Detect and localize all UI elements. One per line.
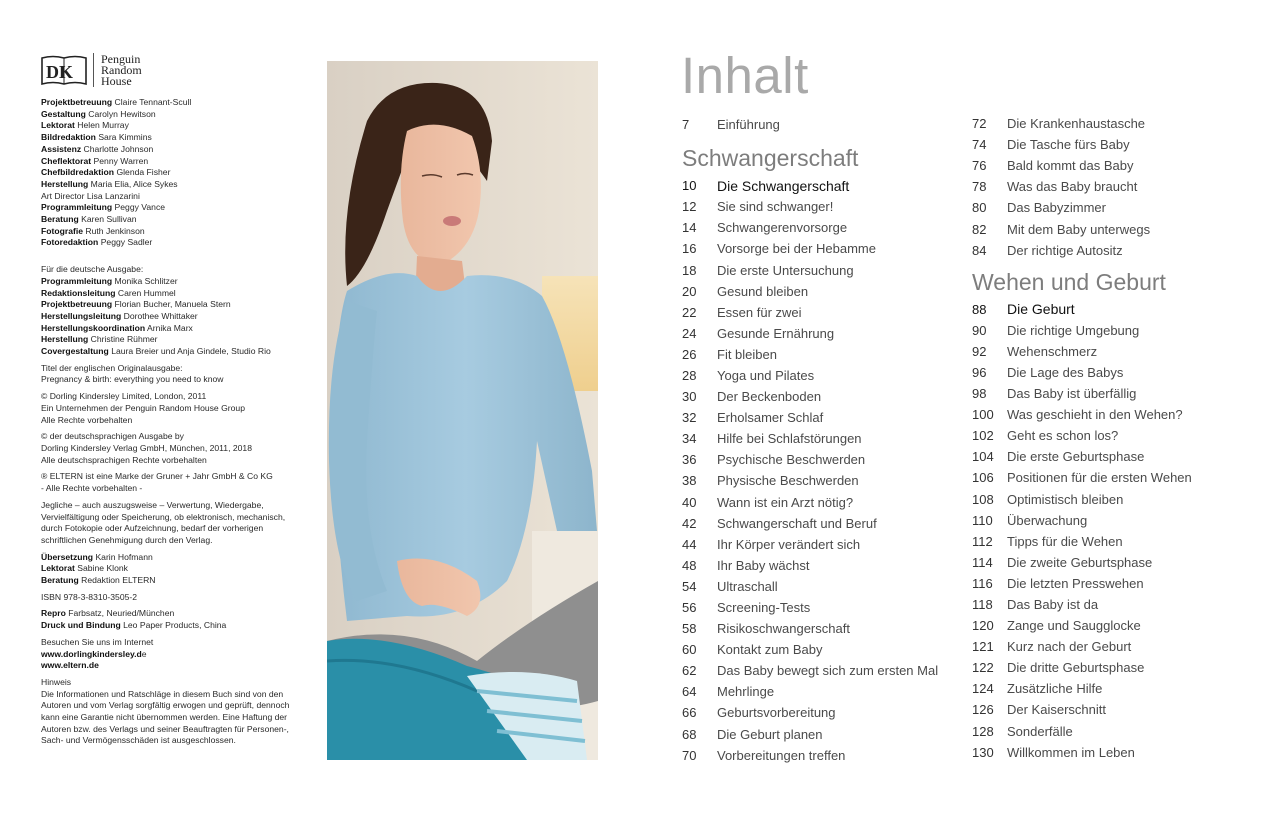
toc-page-number: 104 bbox=[972, 449, 994, 465]
toc-entry-title: Fit bleiben bbox=[717, 346, 777, 362]
toc-entry-title: Risikoschwangerschaft bbox=[717, 621, 850, 637]
credit-line bbox=[41, 120, 316, 132]
credit-line bbox=[41, 226, 316, 238]
toc-page-number: 76 bbox=[972, 158, 987, 174]
credit-role: Druck und Bindung bbox=[41, 620, 121, 631]
credit-name: Leo Paper Products, China bbox=[123, 620, 227, 631]
toc-entry[interactable] bbox=[972, 240, 1272, 261]
toc-page-number: 32 bbox=[682, 410, 697, 426]
toc-entry[interactable] bbox=[682, 302, 982, 323]
toc-page-number: 68 bbox=[682, 726, 697, 742]
credit-role: Herstellungskoordination bbox=[41, 322, 146, 333]
credit-name: Karin Hofmann bbox=[95, 551, 153, 562]
toc-page-number: 22 bbox=[682, 304, 697, 320]
pregnant-woman-meditating-photo bbox=[327, 61, 598, 760]
contents-title: Inhalt bbox=[681, 47, 809, 104]
credit-role: Lektorat bbox=[41, 563, 75, 574]
toc-page-number: 92 bbox=[972, 343, 987, 359]
toc-chapter-title: Die Geburt bbox=[1007, 301, 1075, 318]
toc-page-number: 100 bbox=[972, 407, 994, 423]
toc-entry-title: Das Baby ist da bbox=[1007, 597, 1099, 613]
credit-line bbox=[41, 156, 316, 168]
toc-entry-title: Vorbereitungen treffen bbox=[717, 747, 846, 763]
toc-chapter-birth[interactable] bbox=[972, 299, 1272, 320]
publisher-logo bbox=[41, 52, 142, 88]
credit-line bbox=[41, 288, 316, 300]
wordmark-line: Random bbox=[101, 62, 142, 77]
toc-entry-title: Gesund bleiben bbox=[717, 283, 809, 299]
toc-entry-title: Screening-Tests bbox=[717, 600, 811, 616]
credit-role: Assistenz bbox=[41, 143, 82, 154]
credit-line bbox=[41, 334, 316, 346]
toc-entry[interactable] bbox=[972, 531, 1272, 552]
toc-page-number: 90 bbox=[972, 322, 987, 338]
toc-entry-title: Die Lage des Babys bbox=[1007, 364, 1124, 380]
toc-entry[interactable] bbox=[682, 724, 982, 745]
toc-page-number: 82 bbox=[972, 221, 987, 237]
penguin-random-house-wordmark bbox=[101, 51, 142, 88]
toc-entry[interactable] bbox=[972, 113, 1272, 134]
credit-name: Monika Schlitzer bbox=[114, 275, 178, 286]
credits-translation bbox=[41, 552, 316, 587]
toc-entry-title: Kurz nach der Geburt bbox=[1007, 639, 1132, 655]
credit-line bbox=[41, 608, 316, 620]
toc-page-number: 74 bbox=[972, 137, 987, 153]
website-dorlingkindersley[interactable]: www.dorlingkindersley.de bbox=[41, 648, 147, 659]
toc-entry[interactable] bbox=[972, 425, 1272, 446]
credit-name: Christine Rühmer bbox=[90, 334, 158, 345]
toc-entry-title: Schwangerschaft und Beruf bbox=[717, 515, 877, 531]
dk-logo-icon bbox=[41, 54, 87, 86]
notice-label: Hinweis bbox=[41, 676, 72, 687]
credit-line bbox=[41, 323, 316, 335]
toc-entry-title: Zange und Saugglocke bbox=[1007, 618, 1141, 634]
toc-entry[interactable] bbox=[682, 618, 982, 639]
toc-page-number: 124 bbox=[972, 681, 994, 697]
toc-entry[interactable] bbox=[682, 470, 982, 491]
toc-page-number: 112 bbox=[972, 533, 993, 549]
disclaimer-text: Die Informationen und Ratschläge in diesem Buch sind von den Autoren und vom Verlag sorgfältig erwogen und geprüft, dennoch kann eine Garantie nicht übernommen werden. Eine Haftung der Autoren bzw. des Verlags und seiner Beauftragten für Personen-, Sach- und Vermögensschäden ist ausgeschlossen. bbox=[41, 688, 290, 746]
toc-entry-title: Mit dem Baby unterwegs bbox=[1007, 221, 1151, 237]
toc-entry-title: Die zweite Geburtsphase bbox=[1007, 554, 1153, 570]
toc-entry-title: Die erste Untersuchung bbox=[717, 262, 854, 278]
toc-entry[interactable] bbox=[682, 534, 982, 555]
toc-entry-title: Die Krankenhaustasche bbox=[1007, 116, 1146, 132]
toc-entry-title: Bald kommt das Baby bbox=[1007, 158, 1134, 174]
toc-entry[interactable] bbox=[972, 176, 1272, 197]
toc-page-number: 7 bbox=[682, 117, 690, 133]
toc-entry-title: Der richtige Autositz bbox=[1007, 242, 1123, 258]
credit-name: Arnika Marx bbox=[147, 322, 193, 333]
toc-page-number: 14 bbox=[682, 220, 697, 236]
toc-page-number: 118 bbox=[972, 597, 993, 613]
credit-line bbox=[41, 346, 316, 358]
toc-entry[interactable] bbox=[972, 404, 1272, 425]
visit-us-label: Besuchen Sie uns im Internet bbox=[41, 636, 154, 647]
credit-line bbox=[41, 191, 316, 203]
toc-entry[interactable] bbox=[682, 513, 982, 534]
toc-entry[interactable] bbox=[972, 134, 1272, 155]
toc-page-number: 38 bbox=[682, 473, 697, 489]
section-heading-pregnancy: Schwangerschaft bbox=[682, 145, 859, 172]
credit-role: Repro bbox=[41, 608, 66, 619]
credit-name: Helen Murray bbox=[77, 120, 129, 131]
toc-entry[interactable] bbox=[682, 745, 982, 766]
credit-name: Maria Elia, Alice Sykes bbox=[90, 178, 178, 189]
toc-entry[interactable] bbox=[972, 678, 1272, 699]
credits-print bbox=[41, 608, 316, 631]
trademark-notice: ® ELTERN ist eine Marke der Gruner + Jahr GmbH & Co KG - Alle Rechte vorbehalten - bbox=[41, 471, 273, 494]
toc-entry[interactable] bbox=[972, 699, 1272, 720]
toc-entry[interactable] bbox=[972, 362, 1272, 383]
toc-page-number: 28 bbox=[682, 367, 697, 383]
toc-entry[interactable] bbox=[972, 197, 1272, 218]
credit-name: Ruth Jenkinson bbox=[85, 225, 145, 236]
credit-line bbox=[41, 620, 316, 632]
credit-name: Claire Tennant-Scull bbox=[114, 97, 192, 107]
toc-entry-title: Die richtige Umgebung bbox=[1007, 322, 1140, 338]
toc-entry[interactable] bbox=[682, 386, 982, 407]
toc-entry-title: Sonderfälle bbox=[1007, 723, 1073, 739]
toc-entry-title: Sie sind schwanger! bbox=[717, 199, 834, 215]
toc-entry-title: Geburtsvorbereitung bbox=[717, 705, 836, 721]
toc-page-number: 42 bbox=[682, 515, 697, 531]
toc-entry-title: Die Geburt planen bbox=[717, 726, 823, 742]
credits-german bbox=[41, 276, 316, 358]
credit-role: Herstellungsleitung bbox=[41, 310, 122, 321]
toc-page-number: 18 bbox=[682, 262, 697, 278]
toc-page-number: 62 bbox=[682, 663, 697, 679]
credit-line bbox=[41, 109, 316, 121]
toc-entry-title: Wehenschmerz bbox=[1007, 343, 1098, 359]
toc-page-number: 114 bbox=[972, 554, 993, 570]
toc-entry-title: Die Tasche fürs Baby bbox=[1007, 137, 1130, 153]
section-heading-labour-birth: Wehen und Geburt bbox=[972, 268, 1166, 295]
credit-role: Fotoredaktion bbox=[41, 237, 99, 248]
toc-entry[interactable] bbox=[972, 489, 1272, 510]
toc-list-pregnancy-continued bbox=[972, 113, 1272, 261]
toc-entry-title: Essen für zwei bbox=[717, 304, 802, 320]
toc-page-number: 110 bbox=[972, 512, 993, 528]
credit-line bbox=[41, 132, 316, 144]
toc-page-number: 120 bbox=[972, 618, 994, 634]
toc-page-number: 96 bbox=[972, 364, 987, 380]
credit-name: Redaktion ELTERN bbox=[81, 575, 156, 586]
toc-page-number: 121 bbox=[972, 639, 994, 655]
toc-entry[interactable] bbox=[972, 155, 1272, 176]
original-title: Titel der englischen Originalausgabe: Pregnancy & birth: everything you need to know bbox=[41, 362, 224, 385]
toc-page-number: 80 bbox=[972, 200, 987, 216]
credit-role: Cheflektorat bbox=[41, 155, 92, 166]
credit-name: Sara Kimmins bbox=[98, 132, 152, 143]
toc-page-number: 126 bbox=[972, 702, 994, 718]
credit-role: Projektbetreuung bbox=[41, 299, 113, 310]
toc-list-labour-birth bbox=[972, 320, 1272, 763]
toc-page-number: 122 bbox=[972, 660, 994, 676]
credit-line bbox=[41, 167, 316, 179]
toc-entry-title: Tipps für die Wehen bbox=[1007, 533, 1123, 549]
toc-page-number: 70 bbox=[682, 747, 697, 763]
toc-entry[interactable] bbox=[682, 702, 982, 723]
credit-role: Lektorat bbox=[41, 120, 75, 131]
toc-entry-title: Der Kaiserschnitt bbox=[1007, 702, 1106, 718]
credit-role: Programmleitung bbox=[41, 275, 113, 286]
credit-role: Covergestaltung bbox=[41, 346, 109, 357]
toc-page-number: 64 bbox=[682, 684, 697, 700]
toc-page-number: 48 bbox=[682, 557, 697, 573]
toc-entry-title: Einführung bbox=[717, 117, 780, 133]
credit-name: Farbsatz, Neuried/München bbox=[68, 608, 175, 619]
credit-name: Florian Bucher, Manuela Stern bbox=[114, 299, 231, 310]
toc-entry[interactable] bbox=[972, 594, 1272, 615]
toc-entry[interactable] bbox=[682, 407, 982, 428]
toc-entry[interactable] bbox=[682, 238, 982, 259]
toc-entry[interactable] bbox=[682, 259, 982, 280]
imprint-block bbox=[41, 97, 316, 747]
toc-entry[interactable] bbox=[682, 449, 982, 470]
credit-line bbox=[41, 144, 316, 156]
toc-page-number: 44 bbox=[682, 536, 697, 552]
credit-role: Herstellung bbox=[41, 334, 89, 345]
toc-entry-title: Der Beckenboden bbox=[717, 389, 822, 405]
toc-page-number: 56 bbox=[682, 600, 697, 616]
credit-line bbox=[41, 97, 316, 109]
toc-page-number: 116 bbox=[972, 575, 993, 591]
toc-entry[interactable] bbox=[682, 344, 982, 365]
toc-page-number: 36 bbox=[682, 452, 697, 468]
toc-page-number: 16 bbox=[682, 241, 697, 257]
toc-entry[interactable] bbox=[682, 576, 982, 597]
credit-line bbox=[41, 299, 316, 311]
toc-entry-title: Wann ist ein Arzt nötig? bbox=[717, 494, 854, 510]
toc-entry-title: Psychische Beschwerden bbox=[717, 452, 866, 468]
toc-page-number: 98 bbox=[972, 386, 987, 402]
toc-page-number: 30 bbox=[682, 389, 697, 405]
toc-entry[interactable] bbox=[682, 217, 982, 238]
toc-entry[interactable] bbox=[972, 742, 1272, 763]
toc-page-number: 10 bbox=[682, 178, 697, 194]
toc-page-number: 34 bbox=[682, 431, 697, 447]
toc-entry[interactable] bbox=[682, 281, 982, 302]
toc-entry-title: Zusätzliche Hilfe bbox=[1007, 681, 1103, 697]
toc-entry[interactable] bbox=[682, 196, 982, 217]
toc-entry[interactable] bbox=[682, 597, 982, 618]
toc-list-pregnancy bbox=[682, 196, 982, 766]
toc-entry-title: Mehrlinge bbox=[717, 684, 775, 700]
toc-page-number: 130 bbox=[972, 744, 994, 760]
toc-entry-title: Die letzten Presswehen bbox=[1007, 575, 1144, 591]
german-edition-intro: Für die deutsche Ausgabe: bbox=[41, 264, 144, 275]
credit-line bbox=[41, 276, 316, 288]
toc-page-number: 66 bbox=[682, 705, 697, 721]
toc-entry-title: Optimistisch bleiben bbox=[1007, 491, 1124, 507]
toc-entry[interactable] bbox=[682, 660, 982, 681]
credit-name: Charlotte Johnson bbox=[83, 143, 154, 154]
credit-role: Redaktionsleitung bbox=[41, 287, 116, 298]
toc-entry-title: Die erste Geburtsphase bbox=[1007, 449, 1145, 465]
toc-entry[interactable] bbox=[972, 573, 1272, 594]
credit-role: Gestaltung bbox=[41, 108, 86, 119]
toc-page-number: 108 bbox=[972, 491, 994, 507]
credit-name: Art Director Lisa Lanzarini bbox=[41, 190, 140, 201]
toc-column-right bbox=[972, 113, 1272, 763]
credit-name: Glenda Fisher bbox=[116, 167, 171, 178]
toc-page-number: 106 bbox=[972, 470, 994, 486]
toc-page-number: 58 bbox=[682, 621, 697, 637]
toc-entry-title: Schwangerenvorsorge bbox=[717, 220, 848, 236]
dk-logo-letters: DK bbox=[46, 62, 73, 82]
toc-entry-title: Kontakt zum Baby bbox=[717, 642, 823, 658]
credit-name: Peggy Vance bbox=[114, 202, 166, 213]
credit-name: Dorothee Whittaker bbox=[123, 310, 198, 321]
toc-entry[interactable] bbox=[972, 636, 1272, 657]
credit-role: Fotografie bbox=[41, 225, 84, 236]
credit-name: Caren Hummel bbox=[117, 287, 176, 298]
credit-line bbox=[41, 563, 316, 575]
toc-entry-title: Die dritte Geburtsphase bbox=[1007, 660, 1145, 676]
toc-page-number: 84 bbox=[972, 242, 987, 258]
credit-role: Beratung bbox=[41, 214, 79, 225]
toc-page-number: 128 bbox=[972, 723, 994, 739]
toc-entry[interactable] bbox=[972, 721, 1272, 742]
credit-role: Chefbildredaktion bbox=[41, 167, 115, 178]
toc-entry[interactable] bbox=[682, 428, 982, 449]
toc-entry-title: Gesunde Ernährung bbox=[717, 325, 835, 341]
toc-page-number: 26 bbox=[682, 346, 697, 362]
toc-entry-title: Was geschieht in den Wehen? bbox=[1007, 407, 1183, 423]
credit-line bbox=[41, 552, 316, 564]
credit-line bbox=[41, 214, 316, 226]
toc-entry[interactable] bbox=[682, 555, 982, 576]
credit-role: Übersetzung bbox=[41, 551, 94, 562]
toc-page-number: 20 bbox=[682, 283, 697, 299]
toc-entry-title: Erholsamer Schlaf bbox=[717, 410, 824, 426]
toc-page-number: 102 bbox=[972, 428, 994, 444]
toc-entry-title: Ihr Körper verändert sich bbox=[717, 536, 861, 552]
toc-entry-introduction[interactable] bbox=[682, 114, 982, 135]
wordmark-line: House bbox=[101, 73, 132, 88]
toc-page-number: 40 bbox=[682, 494, 697, 510]
copyright-english: © Dorling Kindersley Limited, London, 2011 Ein Unternehmen der Penguin Random House Group Alle Rechte vorbehalten bbox=[41, 391, 245, 425]
toc-page-number: 54 bbox=[682, 578, 697, 594]
toc-entry[interactable] bbox=[972, 320, 1272, 341]
toc-page-number: 24 bbox=[682, 325, 697, 341]
toc-page-number: 88 bbox=[972, 301, 987, 317]
credit-name: Laura Breier und Anja Gindele, Studio Rio bbox=[111, 346, 271, 357]
credit-role: Programmleitung bbox=[41, 202, 113, 213]
toc-entry-title: Hilfe bei Schlafstörungen bbox=[717, 431, 862, 447]
toc-entry[interactable] bbox=[972, 552, 1272, 573]
toc-chapter-title: Die Schwangerschaft bbox=[717, 177, 850, 194]
toc-entry[interactable] bbox=[682, 681, 982, 702]
credit-role: Bildredaktion bbox=[41, 132, 96, 143]
website-eltern[interactable]: www.eltern.de bbox=[41, 660, 99, 671]
toc-entry[interactable] bbox=[682, 365, 982, 386]
toc-entry-title: Geht es schon los? bbox=[1007, 428, 1119, 444]
toc-entry-title: Das Baby ist überfällig bbox=[1007, 386, 1137, 402]
toc-entry-title: Was das Baby braucht bbox=[1007, 179, 1138, 195]
toc-entry[interactable] bbox=[682, 639, 982, 660]
credit-line bbox=[41, 202, 316, 214]
toc-column-left bbox=[682, 114, 982, 766]
toc-entry-title: Ihr Baby wächst bbox=[717, 557, 810, 573]
credit-line bbox=[41, 575, 316, 587]
toc-entry-title: Ultraschall bbox=[717, 578, 778, 594]
toc-entry-title: Das Babyzimmer bbox=[1007, 200, 1106, 216]
toc-chapter-pregnancy[interactable] bbox=[682, 175, 982, 196]
legal-notice: Jegliche – auch auszugsweise – Verwertung, Wiedergabe, Vervielfältigung oder Speicherung, ob elektronisch, mechanisch, durch Fotokopie oder Aufzeichnung, bedarf der vorherigen schriftlichen Genehmigung durch den Verlag. bbox=[41, 499, 286, 545]
toc-entry[interactable] bbox=[682, 323, 982, 344]
toc-entry[interactable] bbox=[682, 492, 982, 513]
toc-entry[interactable] bbox=[972, 446, 1272, 467]
credit-role: Herstellung bbox=[41, 178, 89, 189]
toc-page-number: 78 bbox=[972, 179, 987, 195]
toc-entry[interactable] bbox=[972, 341, 1272, 362]
toc-page-number: 60 bbox=[682, 642, 697, 658]
credit-role: Projektbetreuung bbox=[41, 97, 113, 107]
toc-entry[interactable] bbox=[972, 383, 1272, 404]
toc-entry-title: Positionen für die ersten Wehen bbox=[1007, 470, 1192, 486]
toc-entry[interactable] bbox=[972, 657, 1272, 678]
copyright-german: © der deutschsprachigen Ausgabe by Dorling Kindersley Verlag GmbH, München, 2011, 2018 Alle deutschsprachigen Rechte vorbehalten bbox=[41, 431, 252, 465]
credit-name: Karen Sullivan bbox=[81, 214, 137, 225]
toc-entry[interactable] bbox=[972, 467, 1272, 488]
logo-divider bbox=[93, 53, 94, 87]
isbn: ISBN 978-3-8310-3505-2 bbox=[41, 591, 138, 602]
credit-role: Beratung bbox=[41, 575, 79, 586]
credit-line bbox=[41, 179, 316, 191]
toc-entry-title: Überwachung bbox=[1007, 512, 1088, 528]
credit-name: Sabine Klonk bbox=[77, 563, 128, 574]
credit-name: Carolyn Hewitson bbox=[88, 108, 156, 119]
toc-entry[interactable] bbox=[972, 218, 1272, 239]
credit-name: Penny Warren bbox=[93, 155, 149, 166]
toc-entry-title: Das Baby bewegt sich zum ersten Mal bbox=[717, 663, 939, 679]
toc-entry-title: Willkommen im Leben bbox=[1007, 744, 1135, 760]
toc-entry-title: Physische Beschwerden bbox=[717, 473, 859, 489]
toc-page-number: 12 bbox=[682, 199, 697, 215]
credit-line bbox=[41, 311, 316, 323]
toc-entry[interactable] bbox=[972, 615, 1272, 636]
wordmark-line: Penguin bbox=[101, 51, 141, 66]
toc-page-number: 72 bbox=[972, 116, 987, 132]
toc-entry[interactable] bbox=[972, 510, 1272, 531]
credit-name: Peggy Sadler bbox=[100, 237, 153, 248]
toc-entry-title: Yoga und Pilates bbox=[717, 367, 815, 383]
toc-entry-title: Vorsorge bei der Hebamme bbox=[717, 241, 876, 257]
credit-line bbox=[41, 237, 316, 249]
credits-english bbox=[41, 97, 316, 249]
